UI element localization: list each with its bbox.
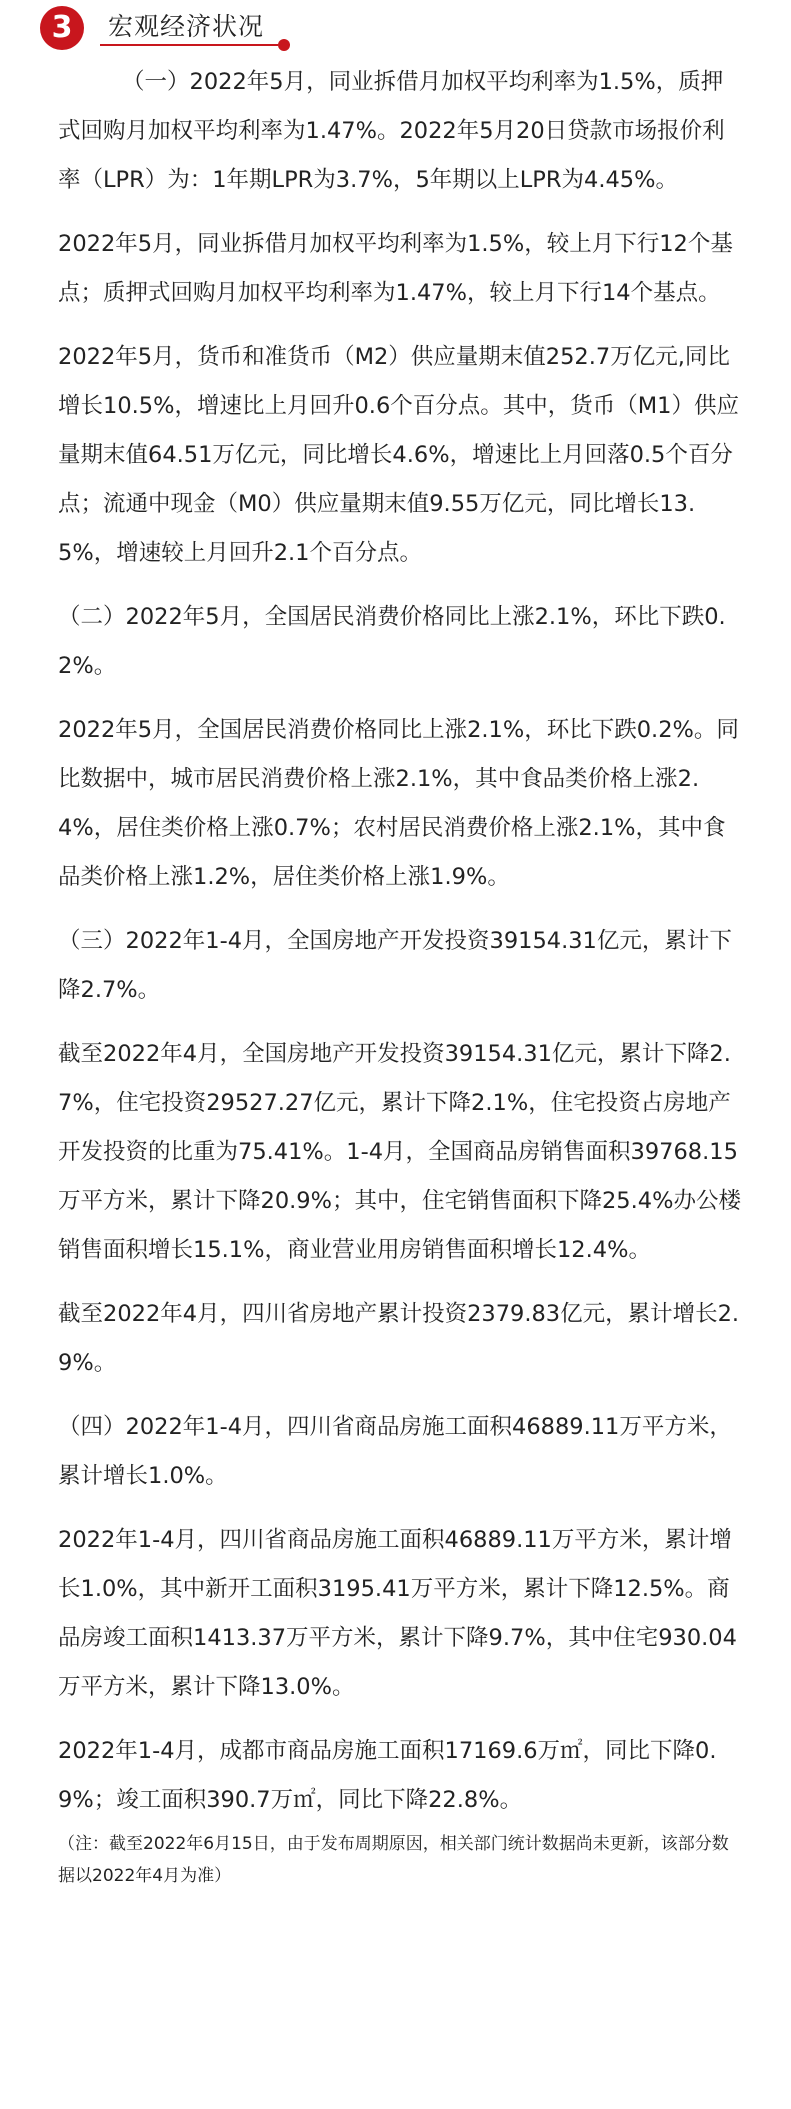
paragraph-interest-rate-heading: （一）2022年5月，同业拆借月加权平均利率为1.5%，质押式回购月加权平均利率为1.47%。2022年5月20日贷款市场报价利率（LPR）为：1年期LPR为3.7%，5年期以上LPR为4.45%。 (58, 69, 725, 193)
paragraph-sichuan-construction-heading: （四）2022年1-4月，四川省商品房施工面积46889.11万平方米，累计增长1.0%。 (58, 1414, 732, 1489)
paragraph-cpi-detail: 2022年5月，全国居民消费价格同比上涨2.1%，环比下跌0.2%。同比数据中，城市居民消费价格上涨2.1%，其中食品类价格上涨2.4%，居住类价格上涨0.7%；农村居民消费价格上涨2.1%，其中食品类价格上涨1.2%，居住类价格上涨1.9%。 (58, 717, 739, 890)
title-dot (278, 39, 290, 51)
footnote: （注：截至2022年6月15日，由于发布周期原因，相关部门统计数据尚未更新，该部分数据以2022年4月为准） (58, 1834, 729, 1886)
paragraph-cpi-heading: （二）2022年5月，全国居民消费价格同比上涨2.1%，环比下跌0.2%。 (58, 604, 726, 679)
paragraph-chengdu-construction: 2022年1-4月，成都市商品房施工面积17169.6万㎡，同比下降0.9%；竣工面积390.7万㎡，同比下降22.8%。 (58, 1738, 717, 1813)
paragraph-real-estate-detail: 截至2022年4月，全国房地产开发投资39154.31亿元，累计下降2.7%，住宅投资29527.27亿元，累计下降2.1%，住宅投资占房地产开发投资的比重为75.41%。1-4月，全国商品房销售面积39768.15万平方米，累计下降20.9%；其中，住宅销售面积下降25.4%办公楼销售面积增长15.1%，商业营业用房销售面积增长12.4%。 (58, 1041, 741, 1263)
paragraph-interest-rate-detail: 2022年5月，同业拆借月加权平均利率为1.5%，较上月下行12个基点；质押式回购月加权平均利率为1.47%，较上月下行14个基点。 (58, 231, 733, 306)
section-number-badge: 3 (40, 6, 84, 50)
paragraph-real-estate-heading: （三）2022年1-4月，全国房地产开发投资39154.31亿元，累计下降2.7%。 (58, 928, 732, 1003)
paragraph-money-supply: 2022年5月，货币和准货币（M2）供应量期末值252.7万亿元,同比增长10.5%，增速比上月回升0.6个百分点。其中，货币（M1）供应量期末值64.51万亿元，同比增长4.6%，增速比上月回落0.5个百分点；流通中现金（M0）供应量期末值9.55万亿元，同比增长13.5%，增速较上月回升2.1个百分点。 (58, 344, 739, 566)
title-underline (100, 44, 278, 46)
section-title: 宏观经济状况 (108, 12, 265, 41)
article-body (58, 58, 744, 1892)
paragraph-sichuan-construction-detail: 2022年1-4月，四川省商品房施工面积46889.11万平方米，累计增长1.0%，其中新开工面积3195.41万平方米，累计下降12.5%。商品房竣工面积1413.37万平方米，累计下降9.7%，其中住宅930.04万平方米，累计下降13.0%。 (58, 1527, 737, 1700)
paragraph-sichuan-investment: 截至2022年4月，四川省房地产累计投资2379.83亿元，累计增长2.9%。 (58, 1301, 740, 1376)
section-header (40, 4, 300, 52)
